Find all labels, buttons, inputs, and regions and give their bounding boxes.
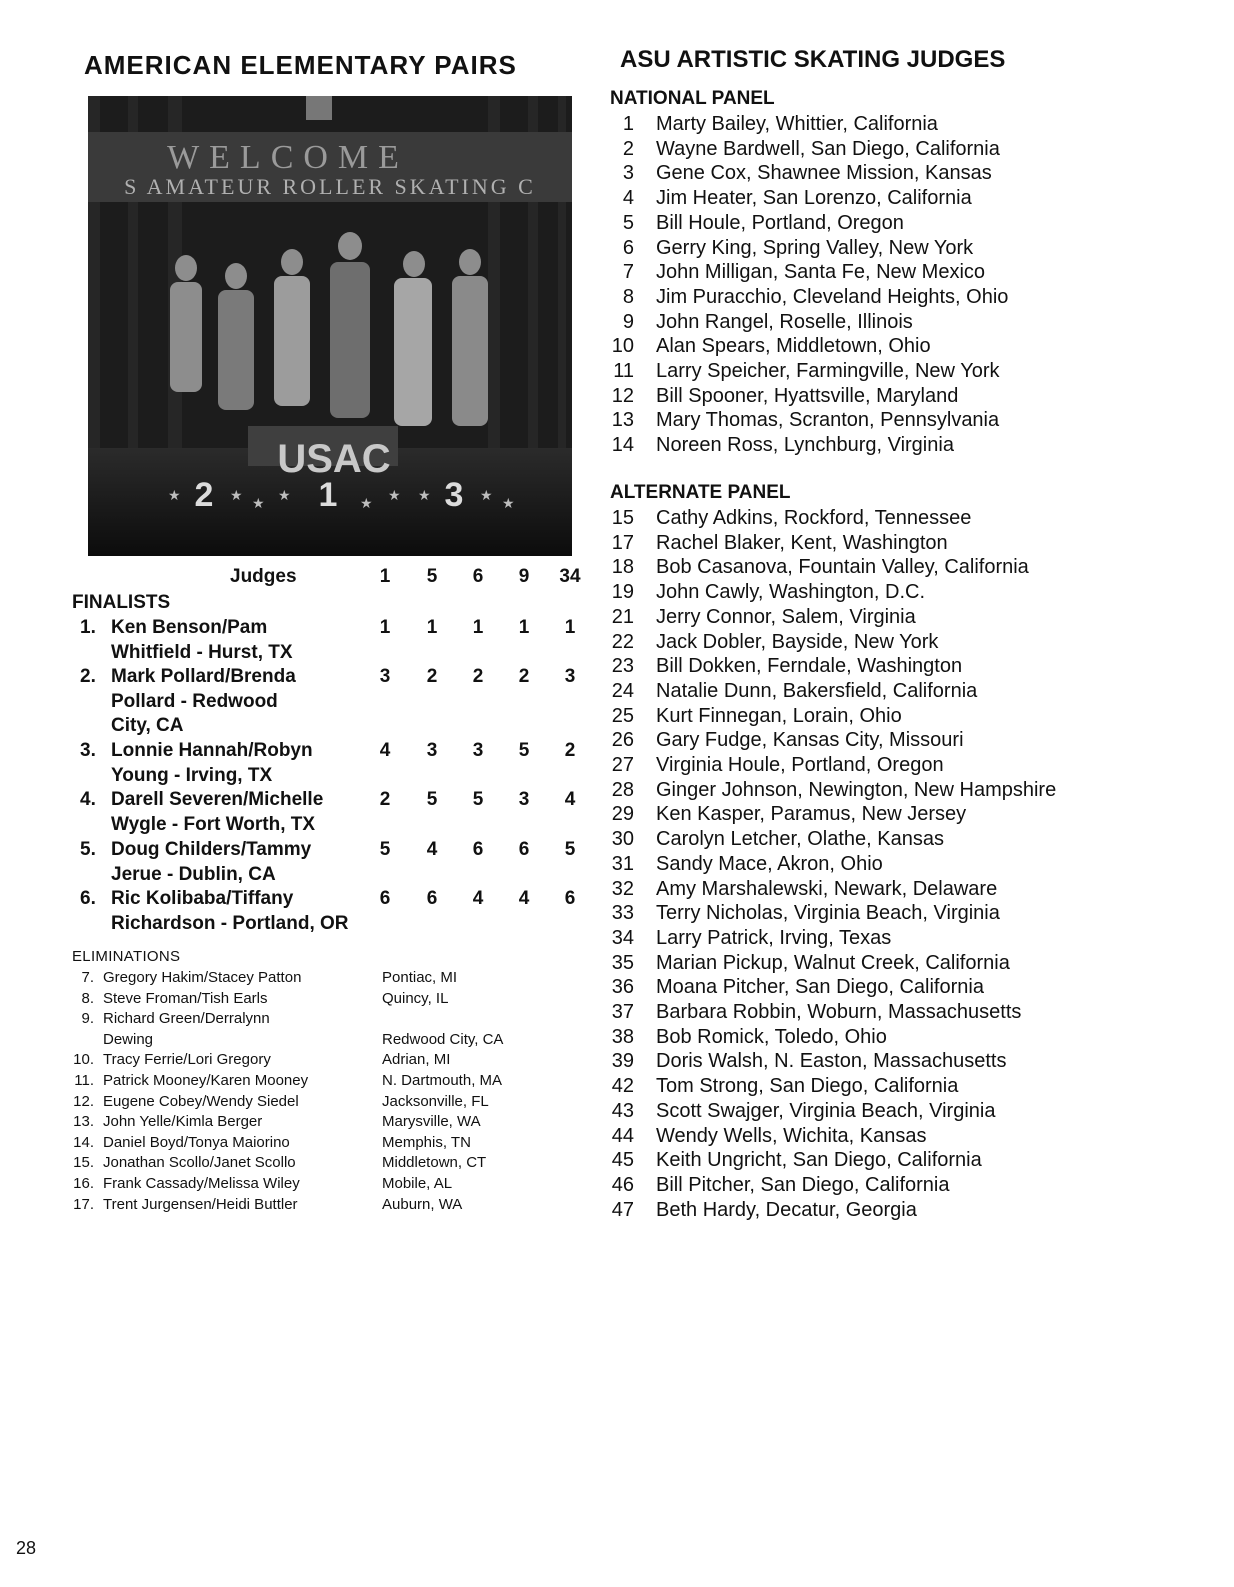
judge-entry: Rachel Blaker, Kent, Washington <box>656 531 948 554</box>
judge-entry: Wendy Wells, Wichita, Kansas <box>656 1124 927 1147</box>
finalist-name-line: Ric Kolibaba/Tiffany <box>111 888 294 909</box>
judge-number: 7 <box>622 261 634 284</box>
score: 2 <box>518 666 530 687</box>
finalist-rank: 6. <box>80 888 96 909</box>
score: 6 <box>426 888 438 909</box>
judge-number: 27 <box>611 754 634 776</box>
elimination-number: 8. <box>81 989 94 1007</box>
elimination-names: Gregory Hakim/Stacey Patton <box>103 969 302 986</box>
banner-line2: S AMATEUR ROLLER SKATING C <box>124 174 536 199</box>
elimination-location: Marysville, WA <box>382 1113 481 1131</box>
podium-place-2: 2 <box>194 476 214 514</box>
elimination-names: Trent Jurgensen/Heidi Buttler <box>103 1195 298 1213</box>
judge-number: 37 <box>611 1001 634 1023</box>
judge-number: 25 <box>611 704 634 727</box>
judge-entry: Virginia Houle, Portland, Oregon <box>656 754 944 776</box>
judge-entry: Marty Bailey, Whittier, California <box>656 113 938 135</box>
judge-number: 24 <box>611 679 634 702</box>
score: 1 <box>518 617 530 638</box>
judge-entry: Gary Fudge, Kansas City, Missouri <box>656 729 964 752</box>
emblem <box>306 96 332 120</box>
judge-entry: Tom Strong, San Diego, California <box>656 1075 959 1098</box>
score: 1 <box>472 617 484 638</box>
banner-line1: WELCOME <box>167 139 409 176</box>
judge-number: 6 <box>622 236 634 259</box>
judge-entry: Ken Kasper, Paramus, New Jersey <box>656 803 967 826</box>
finalist-rank: 3. <box>80 740 96 761</box>
finalist-rank: 4. <box>80 789 96 810</box>
score: 5 <box>426 789 438 810</box>
left-title: AMERICAN ELEMENTARY PAIRS <box>84 50 517 80</box>
judge-number: 14 <box>611 434 634 457</box>
judge-entry: Cathy Adkins, Rockford, Tennessee <box>656 507 972 529</box>
elimination-location: Quincy, IL <box>382 989 449 1007</box>
judge-number: 6 <box>472 566 484 587</box>
judge-entry: Alan Spears, Middletown, Ohio <box>656 335 931 358</box>
elimination-names: Frank Cassady/Melissa Wiley <box>103 1175 300 1192</box>
score: 6 <box>518 839 530 860</box>
judge-number: 46 <box>611 1173 634 1196</box>
score: 5 <box>472 789 484 810</box>
score: 3 <box>564 666 576 687</box>
elimination-number: 7. <box>81 969 94 986</box>
judge-number: 5 <box>426 566 438 587</box>
judge-number: 42 <box>611 1075 634 1098</box>
judge-entry: Scott Swajger, Virginia Beach, Virginia <box>656 1099 996 1122</box>
judge-entry: Jim Puracchio, Cleveland Heights, Ohio <box>656 285 1009 308</box>
judge-number: 13 <box>611 409 634 432</box>
score: 4 <box>426 839 438 860</box>
judge-entry: Kurt Finnegan, Lorain, Ohio <box>656 704 902 727</box>
alternate-panel-label: ALTERNATE PANEL <box>610 482 791 503</box>
score: 4 <box>472 888 484 909</box>
podium-usac: USAC <box>277 437 391 481</box>
award-photo-graphic <box>88 96 572 556</box>
judge-entry: Bill Spooner, Hyattsville, Maryland <box>656 384 959 407</box>
judge-entry: Gene Cox, Shawnee Mission, Kansas <box>656 162 992 185</box>
svg-text:★: ★ <box>360 496 373 512</box>
judge-entry: Sandy Mace, Akron, Ohio <box>656 852 883 875</box>
finalist-name-line: Pollard - Redwood <box>111 690 278 712</box>
judge-number: 28 <box>611 778 634 801</box>
judge-number: 3 <box>622 162 634 185</box>
elimination-number: 14. <box>73 1133 94 1151</box>
judge-entry: Bill Houle, Portland, Oregon <box>656 211 904 234</box>
judge-entry: John Cawly, Washington, D.C. <box>656 581 925 604</box>
score: 3 <box>472 740 484 761</box>
elimination-names: Steve Froman/Tish Earls <box>103 989 268 1007</box>
eliminations-label: ELIMINATIONS <box>72 948 181 965</box>
elimination-location: Adrian, MI <box>382 1051 451 1069</box>
score: 2 <box>379 789 391 810</box>
judge-entry: Barbara Robbin, Woburn, Massachusetts <box>656 1001 1022 1023</box>
judge-number: 32 <box>611 877 634 900</box>
finalist-name-line: Lonnie Hannah/Robyn <box>111 740 313 761</box>
right-title: ASU ARTISTIC SKATING JUDGES <box>620 46 1006 73</box>
judge-entry: Wayne Bardwell, San Diego, California <box>656 137 1000 160</box>
judge-number: 26 <box>611 729 634 752</box>
finalist-rank: 2. <box>80 666 96 687</box>
judge-entry: Larry Speicher, Farmingville, New York <box>656 360 1000 382</box>
judge-entry: John Rangel, Roselle, Illinois <box>656 310 913 333</box>
judge-entry: Ginger Johnson, Newington, New Hampshire <box>656 778 1057 801</box>
judge-entry: Bob Casanova, Fountain Valley, California <box>656 556 1029 579</box>
judge-number: 45 <box>611 1149 634 1172</box>
judge-number: 10 <box>611 335 634 358</box>
elimination-number: 11. <box>74 1072 94 1089</box>
score: 6 <box>564 888 576 909</box>
podium-place-1: 1 <box>318 476 338 514</box>
score: 4 <box>518 888 530 909</box>
judge-number: 23 <box>611 655 634 678</box>
judge-number: 9 <box>518 566 530 587</box>
judge-number: 15 <box>611 507 634 529</box>
judge-entry: Bill Dokken, Ferndale, Washington <box>656 655 963 678</box>
judge-entry: Gerry King, Spring Valley, New York <box>656 236 974 259</box>
judge-number: 1 <box>379 566 391 587</box>
elimination-location: N. Dartmouth, MA <box>382 1072 503 1089</box>
judge-entry: Doris Walsh, N. Easton, Massachusetts <box>656 1050 1007 1073</box>
finalist-name-line: Richardson - Portland, OR <box>111 912 349 934</box>
award-photo <box>88 96 572 556</box>
finalist-name-line: Doug Childers/Tammy <box>111 839 312 860</box>
finalist-name-line: Darell Severen/Michelle <box>111 789 324 810</box>
elimination-number: 16. <box>73 1175 94 1192</box>
finalist-name-line: Wygle - Fort Worth, TX <box>111 813 316 835</box>
judge-number: 11 <box>613 360 634 382</box>
svg-text:★: ★ <box>230 488 243 504</box>
finalist-name-line: Ken Benson/Pam <box>111 617 268 638</box>
finalist-rank: 1. <box>80 617 96 638</box>
judge-number: 9 <box>622 310 634 333</box>
judge-number: 17 <box>611 531 634 554</box>
svg-text:★: ★ <box>278 488 291 504</box>
score: 6 <box>472 839 484 860</box>
judges-header <box>72 566 582 592</box>
judge-entry: Jack Dobler, Bayside, New York <box>656 630 939 653</box>
judge-number: 30 <box>611 828 634 851</box>
score: 6 <box>379 888 391 909</box>
elimination-number: 10. <box>73 1051 94 1069</box>
elimination-location: Redwood City, CA <box>382 1030 504 1048</box>
elimination-location: Middletown, CT <box>382 1154 487 1172</box>
judge-entry: Marian Pickup, Walnut Creek, California <box>656 951 1010 974</box>
national-panel-label: NATIONAL PANEL <box>610 88 775 109</box>
judge-number: 47 <box>611 1198 634 1221</box>
judge-entry: Natalie Dunn, Bakersfield, California <box>656 679 978 702</box>
judge-entry: Jerry Connor, Salem, Virginia <box>656 605 916 628</box>
page-number: 28 <box>16 1538 37 1558</box>
judge-number: 22 <box>611 630 634 653</box>
judge-entry: John Milligan, Santa Fe, New Mexico <box>656 261 986 284</box>
judge-number: 44 <box>611 1124 634 1147</box>
judge-entry: Amy Marshalewski, Newark, Delaware <box>656 877 998 900</box>
elimination-location: Auburn, WA <box>382 1195 463 1213</box>
elimination-location: Pontiac, MI <box>382 969 458 986</box>
score: 5 <box>564 839 576 860</box>
svg-text:★: ★ <box>418 488 431 504</box>
judge-number: 38 <box>611 1025 634 1048</box>
judge-entry: Keith Ungricht, San Diego, California <box>656 1149 982 1172</box>
score: 3 <box>379 666 391 687</box>
svg-text:★: ★ <box>252 496 265 512</box>
finalist-name-line: Whitfield - Hurst, TX <box>111 641 293 663</box>
elimination-names: John Yelle/Kimla Berger <box>103 1113 263 1131</box>
elimination-number: 12. <box>73 1092 94 1110</box>
judge-entry: Larry Patrick, Irving, Texas <box>656 926 892 949</box>
elimination-location: Memphis, TN <box>382 1133 471 1151</box>
elimination-names: Dewing <box>103 1030 154 1048</box>
elimination-number: 9. <box>81 1010 94 1028</box>
elimination-names: Eugene Cobey/Wendy Siedel <box>103 1092 299 1110</box>
judge-entry: Terry Nicholas, Virginia Beach, Virginia <box>656 902 1000 925</box>
score: 1 <box>379 617 391 638</box>
judges-label: Judges <box>230 566 297 587</box>
judge-entry: Moana Pitcher, San Diego, California <box>656 976 984 999</box>
elimination-location: Mobile, AL <box>382 1175 453 1192</box>
judge-number: 34 <box>611 926 634 949</box>
judge-number: 5 <box>622 211 634 234</box>
judge-entry: Carolyn Letcher, Olathe, Kansas <box>656 828 944 851</box>
elimination-names: Richard Green/Derralynn <box>103 1010 270 1028</box>
judge-number: 31 <box>611 852 634 875</box>
score: 2 <box>564 740 576 761</box>
judge-entry: Mary Thomas, Scranton, Pennsylvania <box>656 409 1000 432</box>
elimination-number: 13. <box>73 1113 94 1131</box>
judge-number: 33 <box>611 902 634 925</box>
elimination-names: Daniel Boyd/Tonya Maiorino <box>103 1133 290 1151</box>
judge-number: 18 <box>611 556 634 579</box>
judge-entry: Bob Romick, Toledo, Ohio <box>656 1025 887 1048</box>
elimination-number: 15. <box>73 1154 94 1172</box>
judge-number: 34 <box>559 566 581 587</box>
judge-number: 35 <box>611 951 634 974</box>
score: 2 <box>472 666 484 687</box>
judge-number: 39 <box>611 1050 634 1073</box>
finalists-label: FINALISTS <box>72 592 171 613</box>
elimination-location: Jacksonville, FL <box>382 1092 489 1110</box>
judge-number: 12 <box>611 384 634 407</box>
judge-number: 19 <box>611 581 634 604</box>
judge-number: 43 <box>611 1099 634 1122</box>
judge-number: 2 <box>622 137 634 160</box>
judge-number: 4 <box>622 187 634 210</box>
elimination-names: Jonathan Scollo/Janet Scollo <box>103 1154 296 1172</box>
elimination-names: Tracy Ferrie/Lori Gregory <box>103 1051 271 1069</box>
svg-text:★: ★ <box>480 488 493 504</box>
welcome-banner <box>88 132 572 202</box>
judge-number: 1 <box>622 113 634 135</box>
judge-number: 8 <box>622 285 634 308</box>
elimination-names: Patrick Mooney/Karen Mooney <box>103 1072 309 1089</box>
score: 5 <box>379 839 391 860</box>
judge-number: 29 <box>611 803 634 826</box>
svg-text:★: ★ <box>502 496 515 512</box>
judge-number: 21 <box>611 605 634 628</box>
svg-text:★: ★ <box>168 488 181 504</box>
score: 2 <box>426 666 438 687</box>
judge-entry: Noreen Ross, Lynchburg, Virginia <box>656 434 954 457</box>
podium-place-3: 3 <box>444 476 464 514</box>
finalist-name-line: Jerue - Dublin, CA <box>111 863 276 885</box>
svg-text:★: ★ <box>388 488 401 504</box>
judge-entry: Jim Heater, San Lorenzo, California <box>656 187 972 210</box>
elimination-number: 17. <box>73 1195 94 1213</box>
score: 4 <box>564 789 576 810</box>
judge-number: 36 <box>611 976 634 999</box>
score: 1 <box>564 617 576 638</box>
finalist-name-line: City, CA <box>111 715 184 737</box>
score: 1 <box>426 617 438 638</box>
judge-entry: Beth Hardy, Decatur, Georgia <box>656 1198 917 1221</box>
judge-entry: Bill Pitcher, San Diego, California <box>656 1173 950 1196</box>
finalist-name-line: Mark Pollard/Brenda <box>111 666 296 687</box>
score: 3 <box>518 789 530 810</box>
score: 5 <box>518 740 530 761</box>
finalist-rank: 5. <box>80 839 96 860</box>
score: 4 <box>379 740 391 761</box>
score: 3 <box>426 740 438 761</box>
finalist-name-line: Young - Irving, TX <box>111 764 273 786</box>
